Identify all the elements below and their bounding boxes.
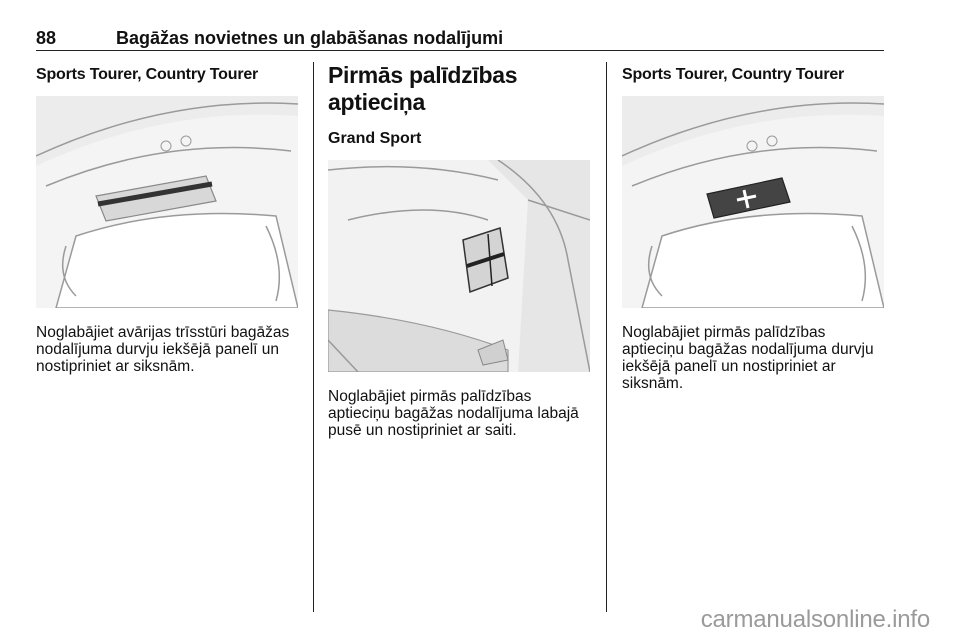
page-title: Bagāžas novietnes un glabāšanas nodalījumi xyxy=(116,28,504,48)
left-heading: Sports Tourer, Country Tourer xyxy=(36,66,259,83)
middle-paragraph: Noglabājiet pirmās palīdzības aptieciņu bagāžas nodalījuma labajā pusē un nostipriniet ar saiti. xyxy=(328,388,579,439)
watermark: carmanualsonline.info xyxy=(700,606,930,633)
first-aid-kit-trunk-illustration xyxy=(328,160,590,372)
right-paragraph: Noglabājiet pirmās palīdzības aptieciņu bagāžas nodalījuma durvju iekšējā panelī un nostipriniet ar siksnām. xyxy=(622,324,874,392)
middle-subheading: Grand Sport xyxy=(328,130,422,147)
left-column xyxy=(36,62,298,375)
first-aid-kit-tailgate-illustration xyxy=(622,96,884,308)
column-divider xyxy=(313,62,314,612)
warning-triangle-illustration xyxy=(36,96,298,308)
right-heading: Sports Tourer, Country Tourer xyxy=(622,66,845,83)
column-divider xyxy=(606,62,607,612)
page-number: 88 xyxy=(36,28,57,48)
left-paragraph: Noglabājiet avārijas trīsstūri bagāžas nodalījuma durvju iekšējā panelī un nostipriniet ar siksnām. xyxy=(36,324,290,375)
page-header xyxy=(36,26,884,51)
section-heading: Pirmās palīdzības aptieciņa xyxy=(328,62,518,115)
middle-column xyxy=(328,62,590,439)
right-column xyxy=(622,62,884,392)
